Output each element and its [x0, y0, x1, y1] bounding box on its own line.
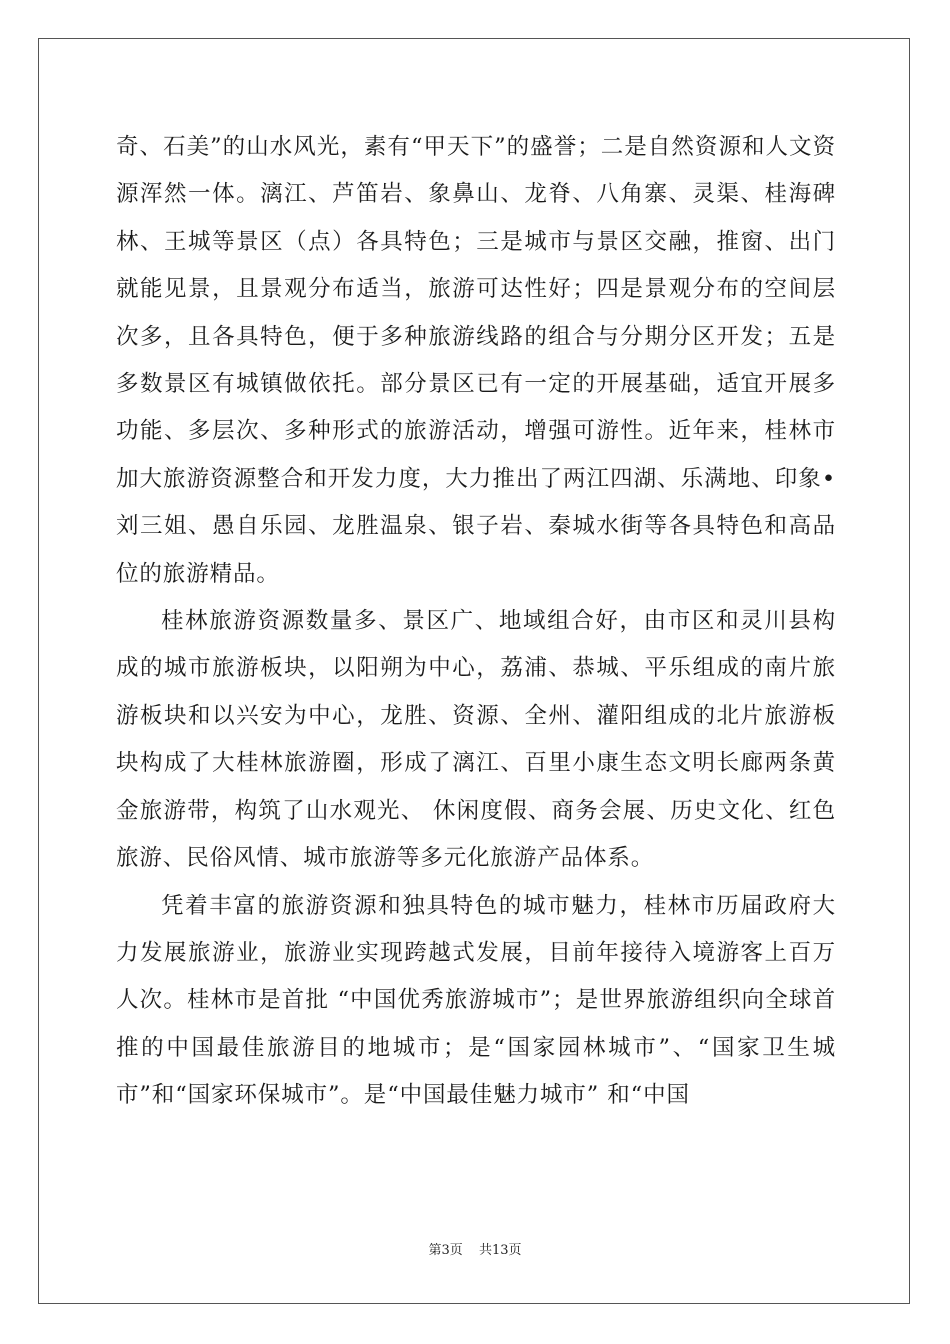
document-body: [116, 124, 836, 1120]
paragraph-1: 奇、石美”的山水风光，素有“甲天下”的盛誉；二是自然资源和人文资源浑然一体。漓江、芦笛岩、象鼻山、龙脊、八角寨、灵渠、桂海碑林、王城等景区（点）各具特色；三是城市与景区交融，推窗、出门就能见景，且景观分布适当，旅游可达性好；四是景观分布的空间层次多，且各具特色，便于多种旅游线路的组合与分期分区开发；五是多数景区有城镇做依托。部分景区已有一定的开展基础，适宜开展多功能、多层次、多种形式的旅游活动，增强可游性。近年来，桂林市加大旅游资源整合和开发力度，大力推出了两江四湖、乐满地、印象•刘三姐、愚自乐园、龙胜温泉、银子岩、秦城水街等各具特色和高品位的旅游精品。: [116, 134, 836, 587]
paragraph-2: 桂林旅游资源数量多、景区广、地域组合好，由市区和灵川县构成的城市旅游板块，以阳朔为中心，荔浦、恭城、平乐组成的南片旅游板块和以兴安为中心，龙胜、资源、全州、灌阳组成的北片旅游板块构成了大桂林旅游圈，形成了漓江、百里小康生态文明长廊两条黄金旅游带，构筑了山水观光、 休闲度假、商务会展、历史文化、红色旅游、民俗风情、城市旅游等多元化旅游产品体系。: [116, 608, 836, 872]
page-number: 第3页: [428, 1243, 463, 1258]
total-pages: 共13页: [478, 1243, 522, 1258]
paragraph-3: 凭着丰富的旅游资源和独具特色的城市魅力，桂林市历届政府大力发展旅游业，旅游业实现跨越式发展，目前年接待入境游客上百万人次。桂林市是首批 “中国优秀旅游城市”；是世界旅游组织向全球首推的中国最佳旅游目的地城市；是“国家园林城市”、“国家卫生城市”和“国家环保城市”。是“中国最佳魅力城市” 和“中国: [116, 892, 836, 1109]
page-footer: [0, 1239, 950, 1258]
